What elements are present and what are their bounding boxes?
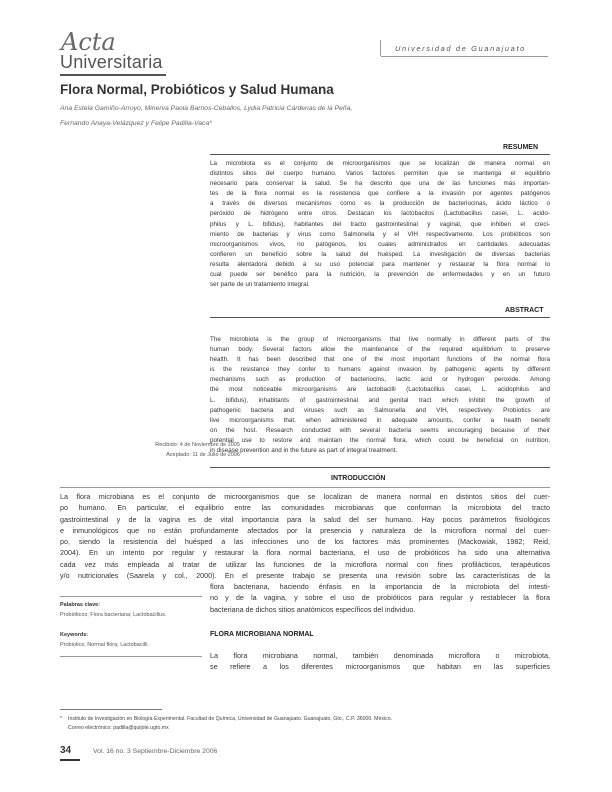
text-line: on the host. Research conducted with several bacteria seems encouraging because of their — [210, 426, 550, 434]
keywords-bottom-rule — [60, 656, 202, 657]
authors — [60, 101, 390, 131]
text-line: The microbiota is the group of microorganisms that live normally in different parts of the — [210, 336, 550, 343]
header-divider — [380, 40, 381, 56]
text-line: peróxido de hidrógeno entre otros. Destacan los lactobacilos (Lactobacillus casei, L. acido- — [210, 210, 550, 218]
intro-heading: INTRODUCCIÓN — [331, 475, 386, 482]
text-line: tes de la flora normal es la resistencia que confiere a la invasión por agentes patógenos — [210, 190, 550, 198]
text-line: the most noticeable microorganisms are lactobacilli (Lactobacillus casei, L. acidophilus and — [210, 386, 550, 394]
text-line: cada vez más empleada al tratar de utilizar las funciones de la microflora normal con fines profilácticos, terapéuticos — [60, 559, 550, 569]
received-date: Recibido: 4 de Noviembre de 2005 — [155, 442, 240, 448]
logo-rule — [60, 74, 166, 76]
text-line: 2004). En un intento por regular y restaurar la flora normal bacteriana, el uso de probióticos ha sido una alternativa — [60, 548, 550, 558]
text-line: cual puede ser benéfico para la nutrición, la prevención de enfermedades y en un futuro — [210, 271, 550, 279]
text-line: a través de diversos mecanismos como es la producción de bacteriocinas, ácido láctico o — [210, 200, 550, 208]
text-line: e inmunológicos que no están profundamente afectados por la presencia y naturaleza de la microflora normal del cuer- — [60, 525, 550, 535]
text-line: necesario para conservar la salud. Se ha descrito que una de las funciones más importan- — [210, 180, 550, 188]
keywords-es-heading: Palabras clave: — [60, 602, 101, 608]
intro-top-rule — [210, 467, 550, 468]
footnote-marker: * — [60, 716, 63, 722]
text-line: po humano. En particular, el equilibrio entre las comunidades microbianas que conforman la microbiota del tracto — [60, 503, 550, 513]
flora-heading: FLORA MICROBIANA NORMAL — [210, 631, 314, 638]
abstract-heading: ABSTRACT — [505, 307, 544, 314]
text-line: confieren un beneficio sobre la salud del huésped. La investigación de diversas bacterias — [210, 250, 550, 258]
text-line: health. It has been described that one of the most important functions of the normal flora — [210, 356, 550, 364]
abstract-rule — [210, 317, 550, 318]
authors-line: Ana Estela Gamiño-Arroyo, Minerva Paola Barrios-Ceballos, Lydia Patricia Cárdenas de la Peña, — [60, 105, 353, 112]
text-line: human body. Several factors allow the maintenance of the required equilibrium to preserve — [210, 346, 550, 354]
text-line: resulta alentadora debido a su uso potencial para mantener y restaurar la flora normal lo — [210, 260, 550, 268]
text-line: La flora microbiana normal, también denominada microflora o microbiota, — [210, 651, 550, 660]
text-line: La flora microbiana es el conjunto de microorganismos que se localizan de manera normal en distintos sitios del cuer- — [60, 492, 550, 501]
text-line: in disease prevention and in the future as part of integral treatment. — [210, 447, 398, 455]
text-line: microorganismos vivos, no patógenos, los cuales administrados en cantidades adecuadas — [210, 240, 550, 248]
text-line: flora bacteriana, haciendo énfasis en la importancia de la microbiota del intesti- — [210, 582, 550, 591]
page-number-rule — [60, 759, 80, 761]
journal-logo-universitaria: Universitaria — [60, 52, 163, 72]
abstract-body — [210, 335, 550, 456]
article-title: Flora Normal, Probióticos y Salud Humana — [60, 82, 334, 97]
footnote-affiliation: Instituto de Investigación en Biología Experimental. Facultad de Química, Universidad de Guanajuato. Guanajuato, Gto., C.P. 36000. México. — [68, 716, 393, 722]
resumen-body — [210, 159, 550, 290]
text-line: mechanisms such as production of bacteriocins, lactic acid or hydrogen peroxide. Among — [210, 376, 550, 384]
text-line: La microbiota es el conjunto de microorganismos que se localizan de manera normal en — [210, 160, 550, 167]
keywords-es-text: Probióticos; Flora bacteriana; Lactobacillus. — [60, 612, 167, 618]
journal-logo-acta: Acta — [61, 28, 116, 56]
flora-body — [210, 650, 550, 673]
footnote-rule — [60, 709, 162, 710]
text-line: potential use to restore and maintain the normal flora, which could be beneficial on nutrition, — [210, 436, 550, 444]
intro-rule — [60, 487, 550, 488]
page-number: 34 — [60, 745, 72, 756]
text-line: pathogenic bacteria and viruses such as Salmonella and VIH, respectively. Probiotics are — [210, 406, 550, 414]
accepted-date: Aceptado: 11 de Julio de 2006 — [166, 452, 240, 458]
text-line: live microorganisms that, when administered in adequate amounts, confer a health benefit — [210, 416, 550, 424]
text-line: bacteriana de dichos sitios anatómicos específicos del individuo. — [210, 604, 416, 614]
header-institution: Universidad de Guanajuato — [395, 44, 526, 53]
text-line: is the resistance they confer to humans against invasion by pathogenic agents by different — [210, 366, 550, 374]
resumen-rule — [210, 154, 550, 155]
resumen-heading: RESUMEN — [503, 144, 539, 151]
text-line: y/o nutricionales (Saarela y col., 2000). En el presente trabajo se presenta una revisión sobre las características de la — [60, 571, 550, 581]
volume-info: Vol. 16 no. 3 Septiembre-Diciembre 2006 — [93, 748, 218, 755]
text-line: ser parte de un tratamiento integral. — [210, 281, 310, 289]
text-line: se refiere a los diferentes microorganismos que habitan en las superficies — [210, 662, 550, 672]
footnote-email: Correo electrónico: padilla@quijote.ugto.mx — [68, 725, 169, 731]
authors-line: Fernando Anaya-Velázquez y Felipe Padilla-Vaca* — [60, 120, 212, 127]
keywords-en-text: Probiotics; Normal flora; Lactobacilli. — [60, 642, 149, 648]
intro-body — [60, 491, 550, 581]
footnote — [60, 715, 550, 733]
keywords-en-heading: Keywords: — [60, 632, 89, 638]
text-line: po, siendo la resistencia del huésped a las infecciones uno de los factores más prominentes (Mackowiak, 1982; Reid, — [60, 537, 550, 547]
header-rule — [381, 56, 548, 57]
text-line: gastrointestinal y de la vagina es de vital importancia para la salud del ser humano. Hay pocos parámetros fisiológicos — [60, 514, 550, 524]
article-dates — [118, 440, 240, 460]
text-line: L. bifidus), inhabitants of gastrointestinal and genital tract which inhibit the growth of — [210, 396, 550, 404]
text-line: no y de la vagina, y sobre el uso de probióticos para regular y restablecer la flora — [210, 593, 550, 603]
text-line: philus y L. bifidus), habitantes del tracto gastrointestinal y vaginal, que inhiben el creci- — [210, 220, 550, 228]
text-line: miento de bacterias y virus como Salmonella y el VIH respectivamente. Los probióticos son — [210, 230, 550, 238]
keywords-top-rule — [60, 596, 202, 597]
intro-body-column — [210, 581, 550, 615]
text-line: distintos sitios del cuerpo humano. Varios factores permiten que se mantenga el equilibrio — [210, 170, 550, 178]
